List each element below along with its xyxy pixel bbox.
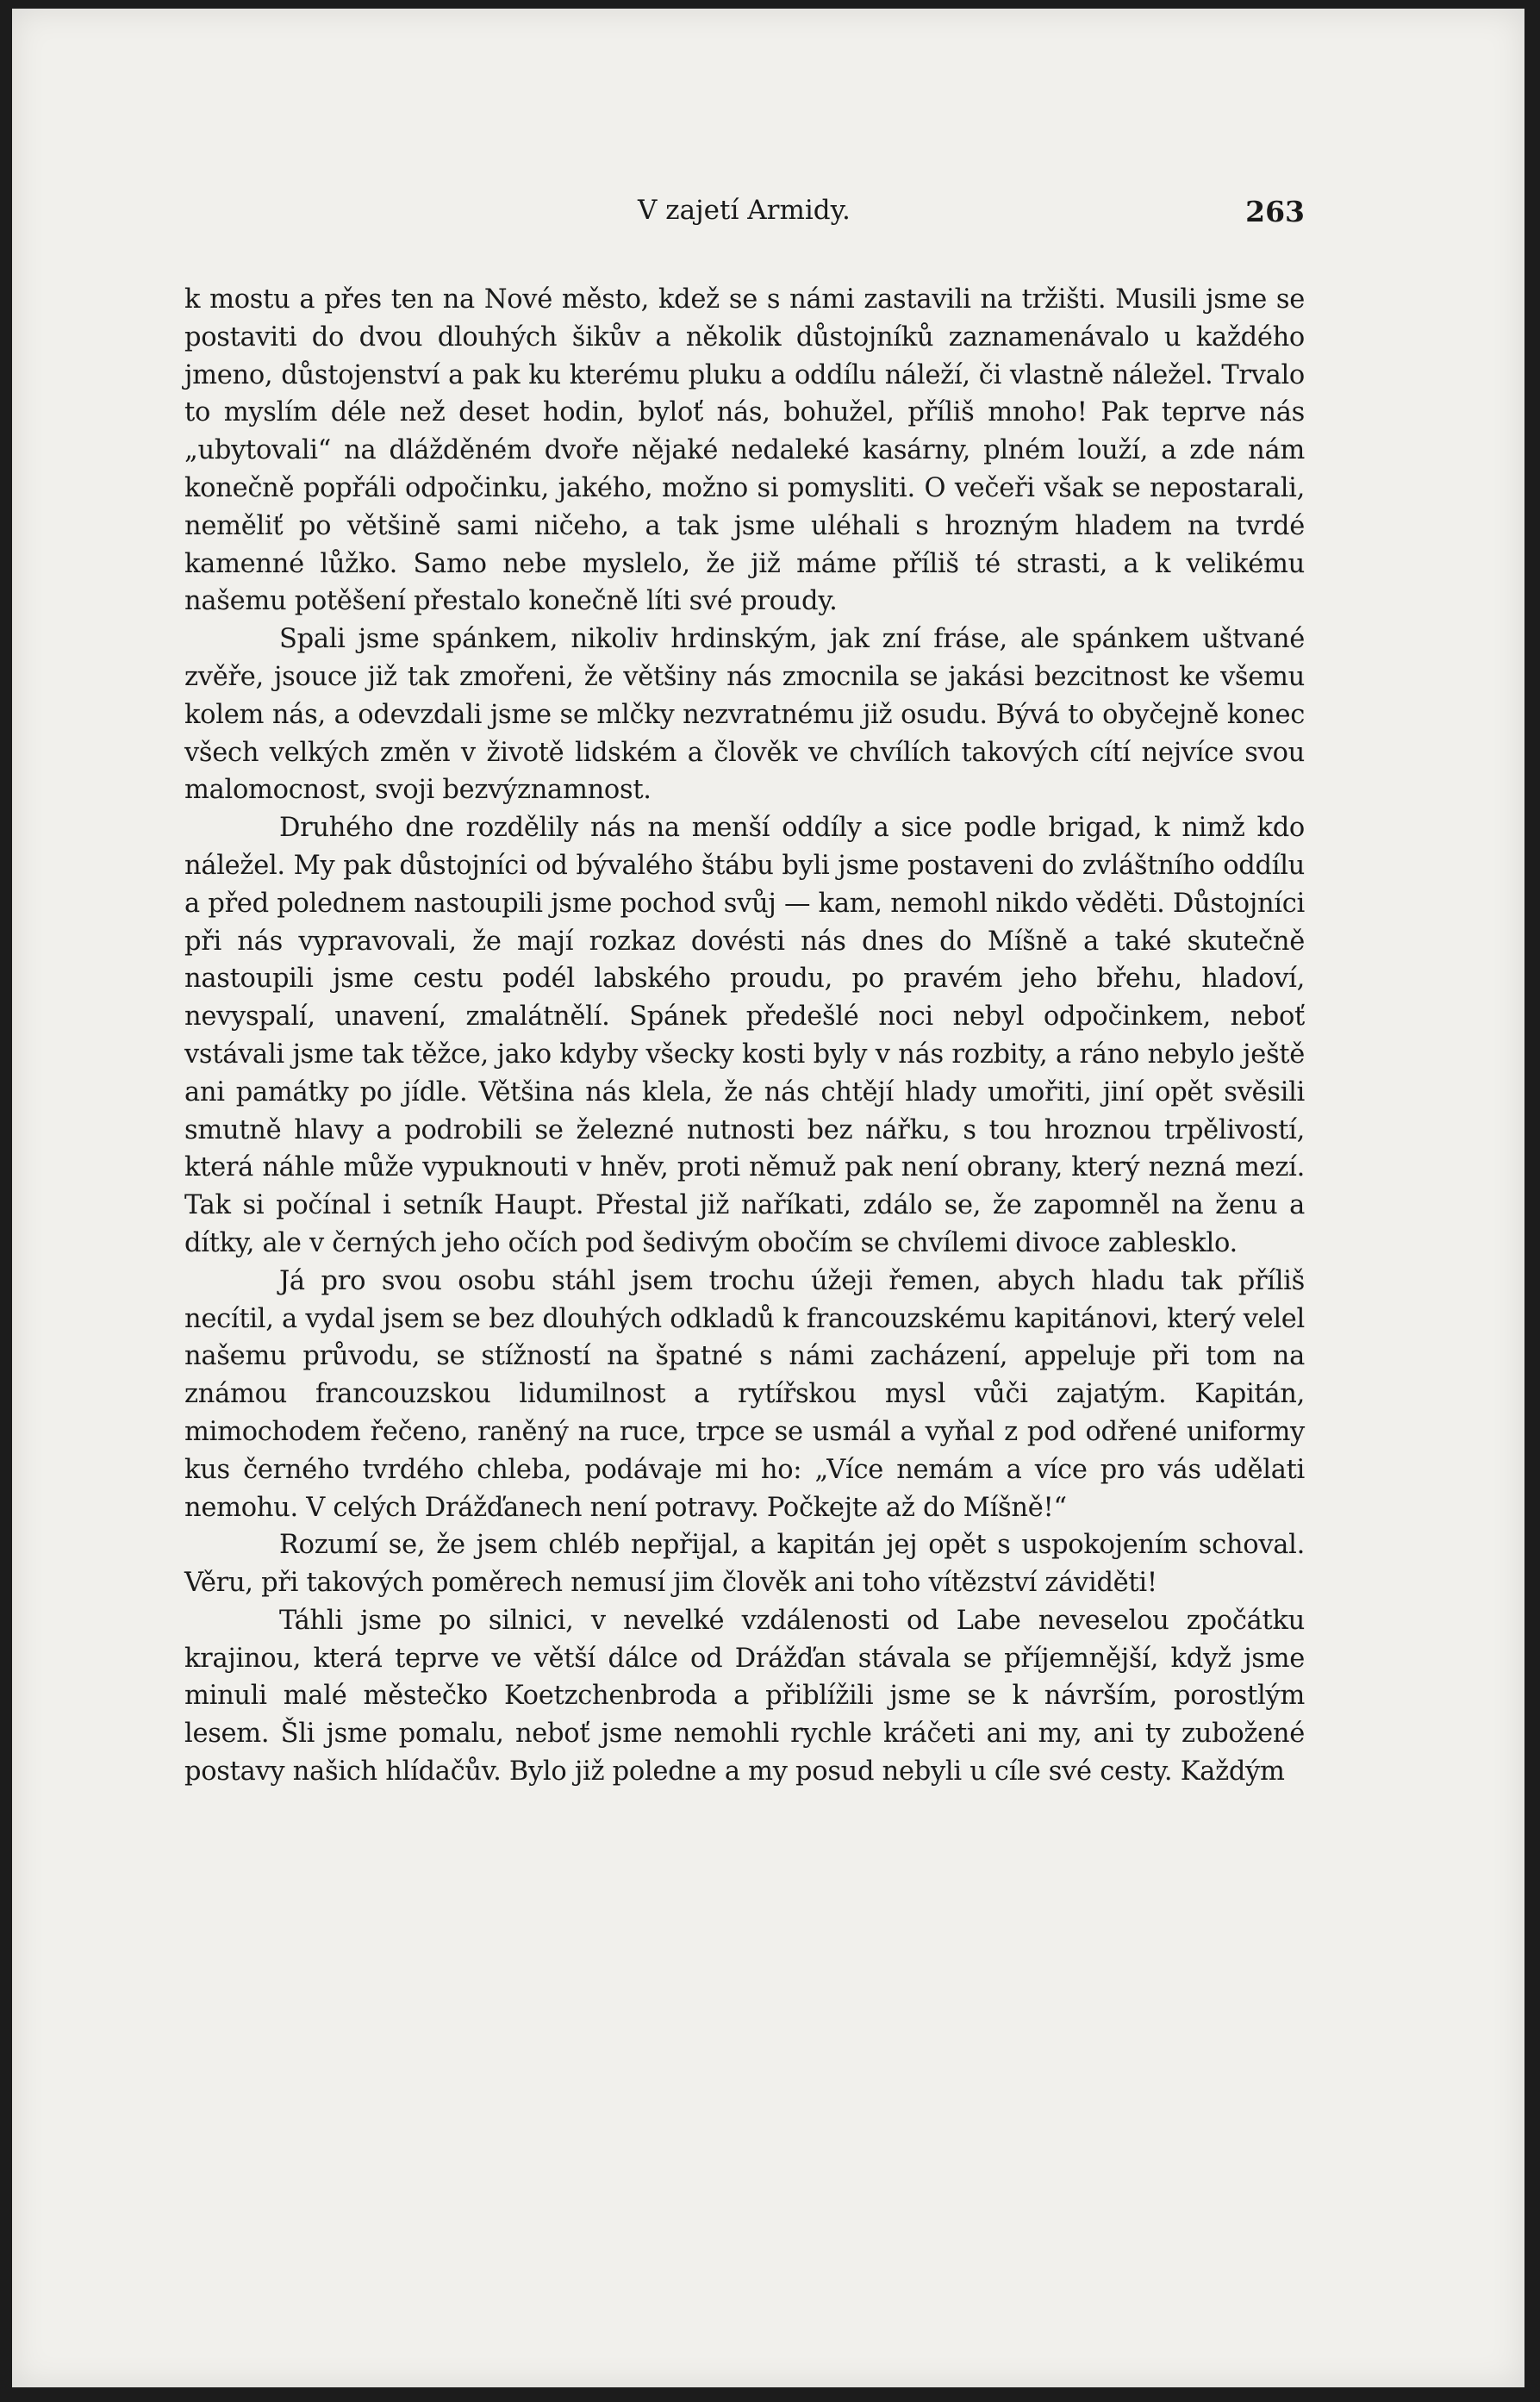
running-title: V zajetí Armidy.: [638, 195, 851, 226]
paragraph: k mostu a přes ten na Nové město, kdež se s námi zastavili na tržišti. Musili jsme se postaviti do dvou dlouhých šikův a několik důstojníků zaznamenávalo u každého jmeno, důstojenství a pak ku kterému pluku a oddílu náleží, či vlastně náležel. Trvalo to myslím déle než deset hodin, byloť nás, bohužel, příliš mnoho! Pak teprve nás „ubytovali“ na dlážděném dvoře nějaké nedaleké kasárny, plném louží, a zde nám konečně popřáli odpočinku, jakého, možno si pomysliti. O večeři však se nepostarali, neměliť po většině sami ničeho, a tak jsme uléhali s hrozným hladem na tvrdé kamenné lůžko. Samo nebe myslelo, že již máme příliš té strasti, a k velikému našemu potěšení přestalo konečně líti své proudy.: [184, 284, 1305, 617]
paragraph: Táhli jsme po silnici, v nevelké vzdálenosti od Labe neveselou zpočátku krajinou, která teprve ve větší dálce od Drážďan stávala se příjemnější, když jsme minuli malé městečko Koetzchenbroda a přiblížili jsme se k návrším, porostlým lesem. Šli jsme pomalu, neboť jsme nemohli rychle kráčeti ani my, ani ty zubožené postavy našich hlídačův. Bylo již poledne a my posud nebyli u cíle své cesty. Každým: [184, 1605, 1305, 1787]
paragraph: Rozumí se, že jsem chléb nepřijal, a kapitán jej opět s uspokojením schoval. Věru, při takových poměrech nemusí jim člověk ani toho vítězství záviděti!: [184, 1530, 1305, 1599]
page-header: [184, 191, 1305, 234]
paragraph: Druhého dne rozdělily nás na menší oddíly a sice podle brigad, k nimž kdo náležel. My pak důstojníci od bývalého štábu byli jsme postaveni do zvláštního oddílu a před polednem nastoupili jsme pochod svůj — kam, nemohl nikdo věděti. Důstojníci při nás vypravovali, že mají rozkaz dovésti nás dnes do Míšně a také skutečně nastoupili jsme cestu podél labského proudu, po pravém jeho břehu, hladoví, nevyspalí, unavení, zmalátnělí. Spánek předešlé noci nebyl odpočinkem, neboť vstávali jsme tak těžce, jako kdyby všecky kosti byly v nás rozbity, a ráno nebylo ještě ani památky po jídle. Většina nás klela, že nás chtějí hlady umořiti, jiní opět svěsili smutně hlavy a podrobili se železné nutnosti bez nářku, s tou hroznou trpělivostí, která náhle může vypuknouti v hněv, proti němuž pak není obrany, který nezná mezí. Tak si počínal i setník Haupt. Přestal již naříkati, zdálo se, že zapomněl na ženu a dítky, ale v černých jeho očích pod šedivým obočím se chvílemi divoce zablesklo.: [184, 813, 1305, 1258]
book-page: [12, 9, 1524, 2387]
body-text: [184, 281, 1305, 1791]
paragraph: Spali jsme spánkem, nikoliv hrdinským, jak zní fráse, ale spánkem uštvané zvěře, jsouce již tak zmořeni, že většiny nás zmocnila se jakási bezcitnost ke všemu kolem nás, a odevzdali jsme se mlčky nezvratnému již osudu. Bývá to obyčejně konec všech velkých změn v životě lidském a člověk ve chvílích takových cítí nejvíce svou malomocnost, svoji bezvýznamnost.: [184, 624, 1305, 806]
paragraph: Já pro svou osobu stáhl jsem trochu úžeji řemen, abych hladu tak příliš necítil, a vydal jsem se bez dlouhých odkladů k francouzskému kapitánovi, který velel našemu průvodu, se stížností na špatné s námi zacházení, appeluje při tom na známou francouzskou lidumilnost a rytířskou mysl vůči zajatým. Kapitán, mimochodem řečeno, raněný na ruce, trpce se usmál a vyňal z pod odřené uniformy kus černého tvrdého chleba, podávaje mi ho: „Více nemám a více pro vás udělati nemohu. V celých Drážďanech není potravy. Počkejte až do Míšně!“: [184, 1265, 1305, 1523]
page-number: 263: [1245, 195, 1305, 228]
